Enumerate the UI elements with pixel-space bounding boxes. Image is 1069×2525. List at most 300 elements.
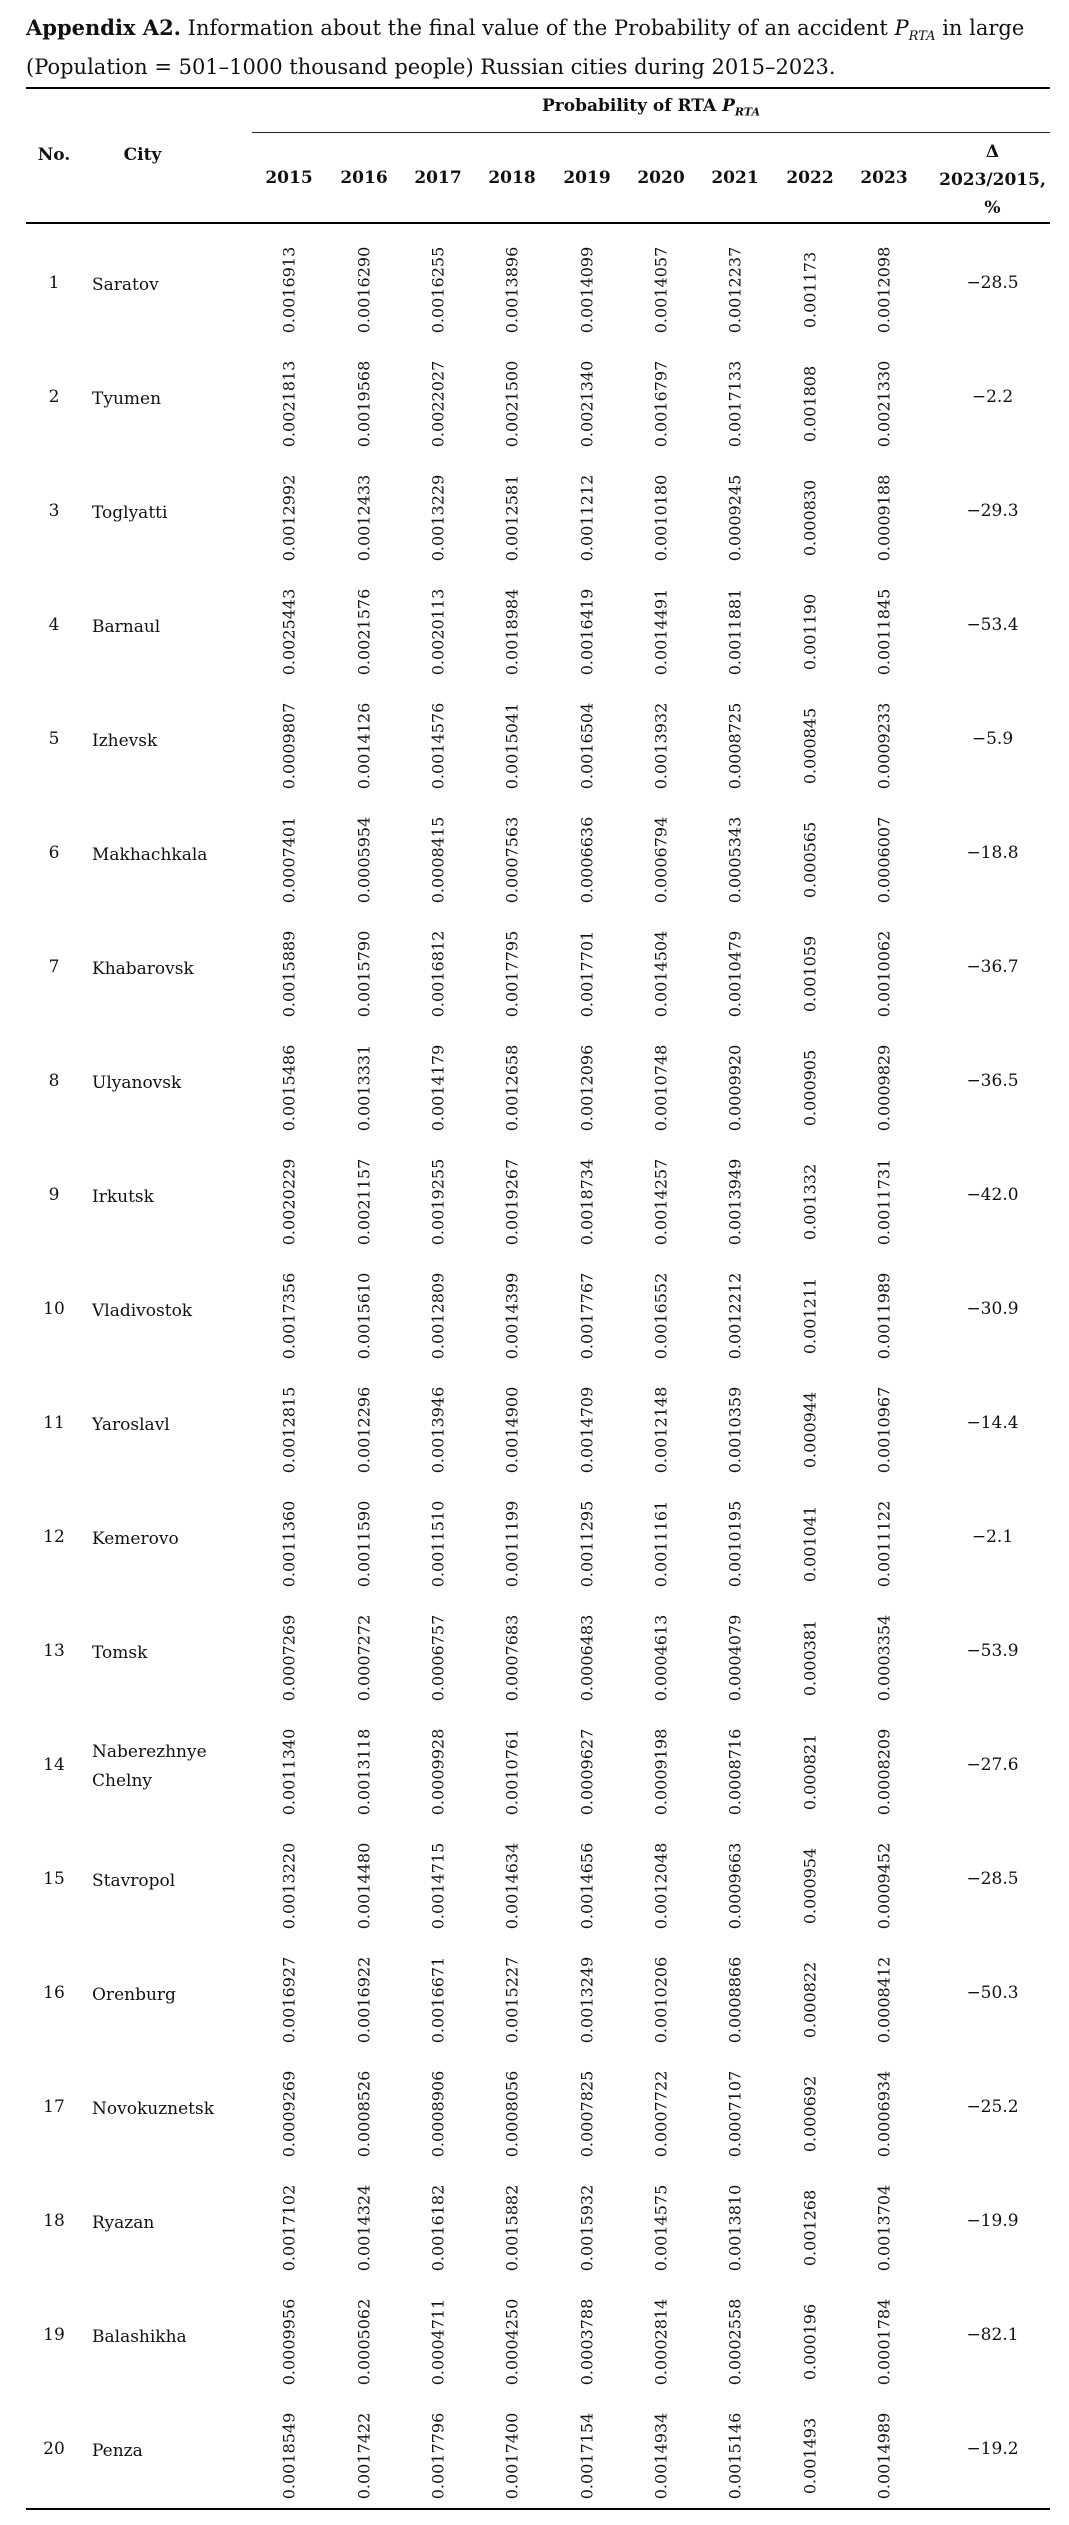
cell-probability-value [723,2054,747,2174]
header-group-text: Probability of RTA [542,96,723,116]
cell-probability-value [723,800,747,920]
cell-probability-text: 0.0017133 [725,360,745,448]
cell-probability-value [352,2396,376,2516]
cell-delta: −82.1 [966,2325,1019,2345]
cell-probability-text: 0.0017422 [354,2412,374,2500]
cell-delta: −19.2 [966,2439,1019,2459]
cell-probability-text: 0.0014057 [651,246,671,334]
cell-probability-text: 0.0012148 [651,1386,671,1474]
cell-probability-text: 0.0011122 [874,1500,894,1588]
cell-city-line: Chelny [92,1771,153,1791]
cell-probability-text: 0.0010206 [651,1956,671,2044]
cell-probability-value [575,1370,599,1490]
cell-city-line: Makhachkala [92,844,208,865]
cell-probability-text: 0.0016290 [354,246,374,334]
cell-probability-text: 0.0008725 [725,702,745,790]
cell-probability-text: 0.001268 [800,2189,820,2267]
cell-probability-text: 0.0016419 [577,588,597,676]
cell-probability-text: 0.000830 [800,479,820,557]
cell-city-line: Penza [92,2440,143,2461]
cell-probability-text: 0.0020229 [279,1158,299,1246]
cell-probability-text: 0.0020113 [428,588,448,676]
cell-probability-text: 0.0013896 [502,246,522,334]
cell-probability-value [798,344,822,464]
cell-probability-text: 0.0009829 [874,1044,894,1132]
cell-probability-text: 0.000822 [800,1961,820,2039]
cell-probability-text: 0.0009627 [577,1728,597,1816]
cell-probability-value [352,800,376,920]
cell-row-number: 13 [43,1641,65,1661]
cell-probability-value [798,2168,822,2288]
cell-probability-value [798,1598,822,1718]
cell-row-number: 10 [43,1299,65,1319]
cell-probability-text: 0.0015146 [725,2412,745,2500]
cell-probability-value [277,2282,301,2402]
cell-probability-value [723,1484,747,1604]
cell-probability-text: 0.0021500 [502,360,522,448]
cell-probability-value [798,1712,822,1832]
cell-probability-value [500,1142,524,1262]
cell-probability-text: 0.0007683 [502,1614,522,1702]
header-delta-line: 2023/2015, [939,170,1046,190]
cell-probability-text: 0.0012212 [725,1272,745,1360]
cell-probability-value [649,458,673,578]
cell-row-number: 19 [43,2325,65,2345]
cell-probability-value [575,1142,599,1262]
cell-probability-text: 0.0009956 [279,2298,299,2386]
cell-probability-value [500,2168,524,2288]
cell-city [92,2095,242,2124]
cell-city [92,841,242,870]
cell-probability-value [426,1484,450,1604]
cell-delta: −28.5 [966,1869,1019,1889]
cell-probability-text: 0.0016504 [577,702,597,790]
cell-probability-value [575,1940,599,2060]
cell-probability-text: 0.0012096 [577,1044,597,1132]
cell-probability-value [798,800,822,920]
cell-probability-text: 0.0010359 [725,1386,745,1474]
cell-city [92,2323,242,2352]
cell-probability-value [723,2168,747,2288]
cell-city-line: Tomsk [92,1642,148,1663]
cell-probability-text: 0.0002814 [651,2298,671,2386]
cell-probability-value [649,2168,673,2288]
cell-city-line: Saratov [92,274,159,295]
table-bottom-rule [26,2508,1050,2510]
cell-probability-value [352,1370,376,1490]
cell-city-line: Vladivostok [92,1300,193,1321]
cell-probability-text: 0.0007401 [279,816,299,904]
cell-probability-text: 0.0015610 [354,1272,374,1360]
cell-probability-value [500,1484,524,1604]
cell-probability-text: 0.0014257 [651,1158,671,1246]
cell-delta: −18.8 [966,843,1019,863]
cell-probability-text: 0.0012048 [651,1842,671,1930]
cell-probability-text: 0.000905 [800,1049,820,1127]
cell-probability-text: 0.0014324 [354,2184,374,2272]
cell-probability-value [277,458,301,578]
cell-probability-text: 0.0006794 [651,816,671,904]
cell-probability-value [352,1484,376,1604]
cell-probability-value [723,1370,747,1490]
cell-probability-value [872,1826,896,1946]
cell-probability-text: 0.0009663 [725,1842,745,1930]
cell-probability-value [872,1940,896,2060]
cell-probability-value [872,1256,896,1376]
cell-probability-value [798,1256,822,1376]
cell-probability-value [872,914,896,1034]
cell-probability-value [352,458,376,578]
cell-city-line: Naberezhnye [92,1742,207,1762]
cell-probability-value [500,1712,524,1832]
cell-city-line: Yaroslavl [92,1414,170,1435]
cell-probability-text: 0.0011881 [725,588,745,676]
caption-text-before: Information about the final value of the Probability of an accident [181,16,895,40]
cell-probability-value [277,1598,301,1718]
cell-probability-value [798,572,822,692]
cell-row-number: 14 [43,1755,65,1775]
cell-probability-text: 0.0010748 [651,1044,671,1132]
cell-probability-text: 0.0014099 [577,246,597,334]
cell-probability-value [500,458,524,578]
cell-probability-text: 0.0004250 [502,2298,522,2386]
cell-probability-text: 0.0021330 [874,360,894,448]
cell-probability-text: 0.001041 [800,1505,820,1583]
cell-probability-text: 0.0021340 [577,360,597,448]
cell-delta: −29.3 [966,501,1019,521]
cell-probability-value [649,1712,673,1832]
cell-probability-value [277,2168,301,2288]
cell-probability-text: 0.0014480 [354,1842,374,1930]
cell-probability-value [277,1370,301,1490]
cell-probability-value [723,1256,747,1376]
cell-probability-value [649,686,673,806]
cell-probability-text: 0.001190 [800,593,820,671]
cell-probability-value [352,2168,376,2288]
cell-probability-text: 0.001493 [800,2417,820,2495]
cell-city-line: Ryazan [92,2212,155,2233]
cell-probability-text: 0.0014989 [874,2412,894,2500]
cell-probability-text: 0.0001784 [874,2298,894,2386]
cell-probability-text: 0.0012433 [354,474,374,562]
cell-probability-text: 0.0016913 [279,246,299,334]
cell-row-number: 5 [48,729,60,749]
cell-city-line: Ulyanovsk [92,1072,182,1093]
cell-probability-text: 0.0022027 [428,360,448,448]
cell-probability-text: 0.0019267 [502,1158,522,1246]
cell-probability-text: 0.0008056 [502,2070,522,2158]
cell-probability-text: 0.0009269 [279,2070,299,2158]
table-caption [26,12,1056,83]
cell-probability-text: 0.0010062 [874,930,894,1018]
cell-probability-text: 0.0013249 [577,1956,597,2044]
cell-probability-text: 0.000954 [800,1847,820,1925]
cell-probability-value [426,572,450,692]
cell-probability-text: 0.0012992 [279,474,299,562]
cell-city [92,1183,242,1212]
cell-probability-text: 0.0015041 [502,702,522,790]
cell-probability-text: 0.001808 [800,365,820,443]
cell-probability-text: 0.0016671 [428,1956,448,2044]
cell-delta: −5.9 [971,729,1014,749]
cell-probability-text: 0.0006636 [577,816,597,904]
cell-probability-text: 0.0011161 [651,1500,671,1588]
cell-probability-value [575,686,599,806]
header-group-sub: RTA [734,105,760,119]
cell-probability-text: 0.0012815 [279,1386,299,1474]
cell-probability-text: 0.0008526 [354,2070,374,2158]
cell-probability-text: 0.0014575 [651,2184,671,2272]
cell-probability-text: 0.000944 [800,1391,820,1469]
cell-city [92,499,242,528]
cell-city [92,2437,242,2466]
cell-probability-text: 0.0017795 [502,930,522,1018]
cell-row-number: 20 [43,2439,65,2459]
cell-probability-value [723,572,747,692]
cell-probability-text: 0.0015889 [279,930,299,1018]
cell-probability-text: 0.0018734 [577,1158,597,1246]
cell-probability-text: 0.0008412 [874,1956,894,2044]
cell-probability-text: 0.0019255 [428,1158,448,1246]
cell-probability-value [352,1142,376,1262]
cell-probability-value [575,1598,599,1718]
cell-probability-text: 0.0017154 [577,2412,597,2500]
cell-probability-value [798,2282,822,2402]
cell-probability-value [277,1028,301,1148]
cell-probability-value [426,458,450,578]
cell-probability-text: 0.0011295 [577,1500,597,1588]
cell-probability-value [649,572,673,692]
header-year: 2020 [637,168,685,188]
cell-probability-text: 0.0014934 [651,2412,671,2500]
cell-probability-text: 0.0016812 [428,930,448,1018]
cell-probability-value [649,800,673,920]
cell-probability-text: 0.0011989 [874,1272,894,1360]
cell-probability-value [426,2168,450,2288]
cell-delta: −19.9 [966,2211,1019,2231]
cell-probability-value [723,686,747,806]
cell-probability-text: 0.0012098 [874,246,894,334]
cell-probability-text: 0.0011731 [874,1158,894,1246]
cell-probability-text: 0.0009807 [279,702,299,790]
cell-probability-value [649,1142,673,1262]
cell-probability-value [649,914,673,1034]
cell-probability-value [500,686,524,806]
cell-city [92,955,242,984]
cell-probability-value [798,2396,822,2516]
cell-city-line: Tyumen [92,388,162,409]
cell-probability-text: 0.0008209 [874,1728,894,1816]
cell-probability-value [277,1826,301,1946]
cell-probability-value [277,572,301,692]
cell-probability-value [277,230,301,350]
cell-city [92,1525,242,1554]
cell-probability-text: 0.0005062 [354,2298,374,2386]
cell-probability-text: 0.0019568 [354,360,374,448]
cell-probability-value [649,1826,673,1946]
cell-probability-text: 0.0013229 [428,474,448,562]
cell-probability-value [426,1940,450,2060]
cell-probability-value [352,1712,376,1832]
cell-probability-value [277,686,301,806]
cell-probability-value [426,914,450,1034]
cell-probability-text: 0.0018549 [279,2412,299,2500]
cell-probability-value [649,2396,673,2516]
cell-row-number: 1 [48,273,60,293]
cell-probability-text: 0.0017767 [577,1272,597,1360]
cell-probability-text: 0.0007107 [725,2070,745,2158]
cell-probability-text: 0.0011340 [279,1728,299,1816]
cell-probability-value [426,2396,450,2516]
cell-probability-text: 0.0016552 [651,1272,671,1360]
cell-probability-text: 0.000196 [800,2303,820,2381]
cell-city-line: Kemerovo [92,1528,179,1549]
cell-probability-value [500,572,524,692]
cell-city [92,613,242,642]
cell-probability-value [872,1598,896,1718]
cell-probability-value [723,458,747,578]
cell-probability-value [872,572,896,692]
header-delta-line: Δ [985,142,1000,162]
cell-probability-value [872,1712,896,1832]
cell-probability-text: 0.0003788 [577,2298,597,2386]
cell-probability-value [575,2168,599,2288]
cell-row-number: 12 [43,1527,65,1547]
cell-probability-text: 0.0014900 [502,1386,522,1474]
header-no: No. [37,145,71,165]
cell-probability-text: 0.0021157 [354,1158,374,1246]
caption-label: Appendix A2. [26,15,181,40]
cell-probability-value [798,1826,822,1946]
cell-probability-value [872,800,896,920]
cell-probability-value [352,1940,376,2060]
cell-probability-text: 0.0004079 [725,1614,745,1702]
cell-probability-text: 0.0007272 [354,1614,374,1702]
cell-probability-value [575,1484,599,1604]
cell-probability-value [500,1370,524,1490]
cell-probability-value [649,2054,673,2174]
cell-probability-text: 0.0017356 [279,1272,299,1360]
cell-city-line: Toglyatti [92,502,168,523]
cell-probability-value [575,1028,599,1148]
cell-probability-value [575,572,599,692]
cell-delta: −36.5 [966,1071,1019,1091]
cell-probability-value [872,2396,896,2516]
cell-probability-text: 0.0002558 [725,2298,745,2386]
cell-probability-value [723,914,747,1034]
cell-city [92,1297,242,1326]
cell-probability-value [872,1142,896,1262]
cell-probability-text: 0.0017102 [279,2184,299,2272]
cell-probability-text: 0.0014715 [428,1842,448,1930]
cell-probability-text: 0.0016927 [279,1956,299,2044]
cell-probability-value [277,1142,301,1262]
cell-probability-text: 0.001211 [800,1277,820,1355]
caption-symbol: P [894,16,909,40]
cell-probability-text: 0.0013704 [874,2184,894,2272]
cell-row-number: 8 [48,1071,60,1091]
cell-probability-text: 0.0006483 [577,1614,597,1702]
cell-probability-text: 0.0006007 [874,816,894,904]
cell-probability-text: 0.0009245 [725,474,745,562]
cell-probability-text: 0.0009920 [725,1044,745,1132]
cell-probability-text: 0.0025443 [279,588,299,676]
cell-probability-value [575,344,599,464]
cell-probability-value [575,2396,599,2516]
cell-probability-text: 0.0010479 [725,930,745,1018]
cell-probability-value [500,1940,524,2060]
cell-probability-text: 0.0015486 [279,1044,299,1132]
cell-probability-text: 0.0013220 [279,1842,299,1930]
cell-probability-value [872,344,896,464]
cell-probability-text: 0.0007722 [651,2070,671,2158]
cell-probability-text: 0.001173 [800,251,820,329]
cell-probability-value [798,1028,822,1148]
header-year: 2017 [414,168,462,188]
cell-probability-value [575,230,599,350]
cell-probability-text: 0.0011590 [354,1500,374,1588]
cell-city [92,271,242,300]
cell-probability-text: 0.0021576 [354,588,374,676]
cell-probability-text: 0.0007269 [279,1614,299,1702]
cell-probability-value [872,686,896,806]
cell-probability-value [872,230,896,350]
cell-probability-text: 0.0010195 [725,1500,745,1588]
cell-probability-value [798,686,822,806]
cell-probability-value [649,1940,673,2060]
cell-probability-value [426,1598,450,1718]
cell-probability-text: 0.0013949 [725,1158,745,1246]
cell-probability-text: 0.000845 [800,707,820,785]
cell-probability-value [575,2282,599,2402]
cell-probability-text: 0.0003354 [874,1614,894,1702]
header-year: 2019 [563,168,611,188]
cell-row-number: 6 [48,843,60,863]
header-delta-line: % [984,198,1001,218]
cell-probability-value [649,1028,673,1148]
cell-probability-value [723,1598,747,1718]
cell-probability-value [426,800,450,920]
header-city: City [123,145,162,165]
cell-probability-text: 0.000381 [800,1619,820,1697]
cell-probability-value [500,800,524,920]
cell-probability-value [500,2396,524,2516]
cell-probability-value [352,572,376,692]
cell-probability-value [649,1484,673,1604]
cell-probability-text: 0.0012809 [428,1272,448,1360]
cell-probability-text: 0.0013946 [428,1386,448,1474]
cell-probability-text: 0.0009452 [874,1842,894,1930]
cell-probability-value [426,1712,450,1832]
cell-probability-text: 0.0008906 [428,2070,448,2158]
cell-probability-value [723,230,747,350]
cell-probability-text: 0.0011845 [874,588,894,676]
header-year: 2021 [711,168,759,188]
cell-probability-value [500,2054,524,2174]
cell-delta: −53.9 [966,1641,1019,1661]
cell-probability-value [575,1256,599,1376]
cell-probability-value [277,1484,301,1604]
cell-probability-value [352,914,376,1034]
header-year: 2018 [488,168,536,188]
cell-city [92,1411,242,1440]
cell-probability-value [649,1370,673,1490]
cell-probability-value [798,458,822,578]
cell-probability-value [649,1256,673,1376]
cell-probability-text: 0.0010761 [502,1728,522,1816]
cell-probability-value [500,230,524,350]
cell-probability-value [426,2054,450,2174]
